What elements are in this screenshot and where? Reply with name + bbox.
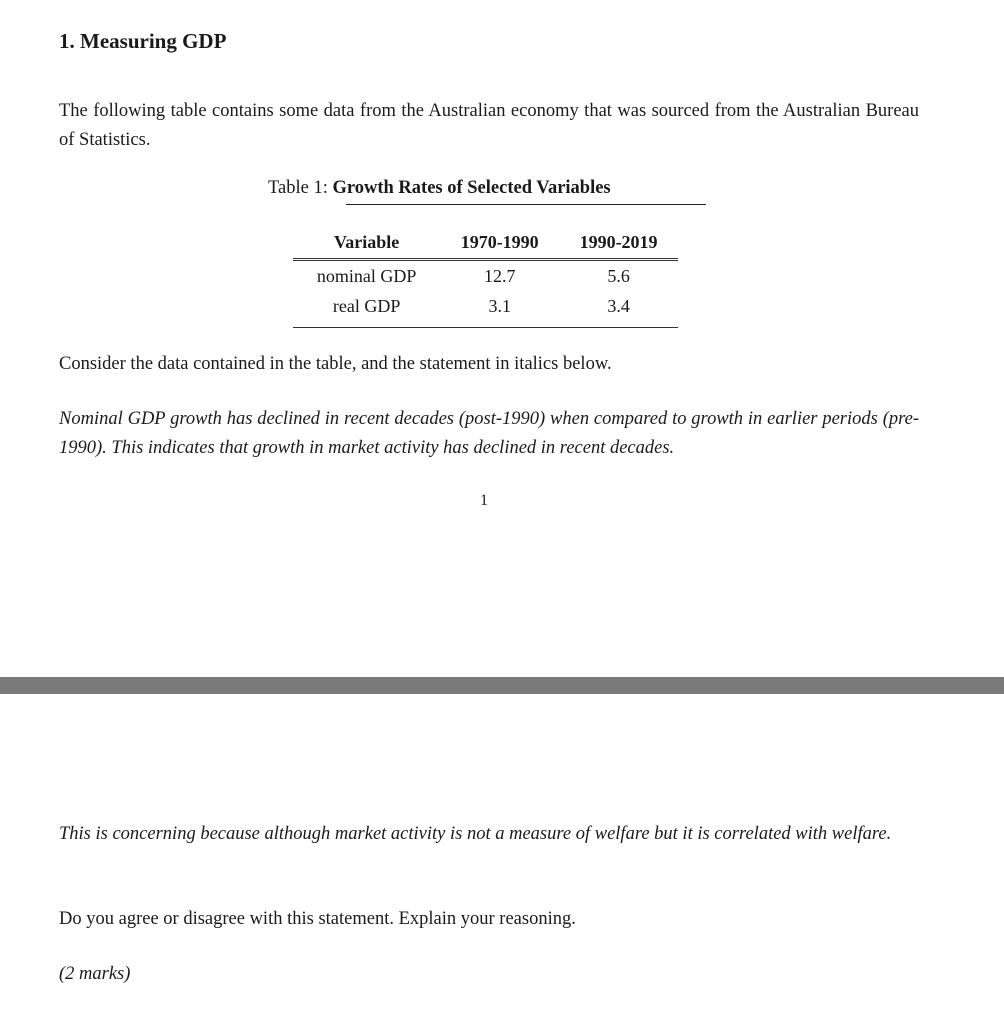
document-page-2 bbox=[0, 694, 1004, 1024]
table-header-1990-2019: 1990-2019 bbox=[559, 228, 678, 260]
table-cell: 3.4 bbox=[559, 291, 678, 328]
page-number: 1 bbox=[480, 492, 488, 509]
table-caption-prefix: Table 1: bbox=[268, 178, 333, 198]
table-row bbox=[293, 260, 678, 292]
table-header-row bbox=[293, 228, 678, 260]
table-cell: 12.7 bbox=[483, 265, 516, 286]
page-separator bbox=[0, 677, 1004, 694]
growth-rates-table bbox=[293, 228, 678, 328]
intro-paragraph: The following table contains some data from the Australian economy that was sourced from the Australian Bureau of Statistics. bbox=[59, 101, 919, 150]
table-caption-title: Growth Rates of Selected Variables bbox=[332, 178, 611, 198]
table-caption bbox=[268, 178, 611, 199]
table-header-1970-1990: 1970-1990 bbox=[440, 228, 559, 260]
caption-underline bbox=[346, 204, 706, 205]
table-header-variable: Variable bbox=[293, 228, 440, 260]
question-prompt: Do you agree or disagree with this statement. Explain your reasoning. bbox=[59, 909, 576, 929]
table-cell: 5.6 bbox=[607, 265, 630, 286]
table-row bbox=[293, 291, 678, 328]
question-heading: 1. Measuring GDP bbox=[59, 29, 227, 53]
consider-paragraph: Consider the data contained in the table, and the statement in italics below. bbox=[59, 354, 612, 374]
marks-label: (2 marks) bbox=[59, 964, 131, 984]
table-cell: real GDP bbox=[293, 291, 440, 328]
italic-statement-part-2: This is concerning because although market activity is not a measure of welfare but it is correlated with welfare. bbox=[59, 824, 892, 844]
table-cell: nominal GDP bbox=[316, 265, 417, 286]
table-cell: 3.1 bbox=[440, 291, 559, 328]
italic-statement-part-1: Nominal GDP growth has declined in recent decades (post-1990) when compared to growth in earlier periods (pre-1990). This indicates that growth in market activity has declined in recent decades. bbox=[59, 409, 919, 458]
